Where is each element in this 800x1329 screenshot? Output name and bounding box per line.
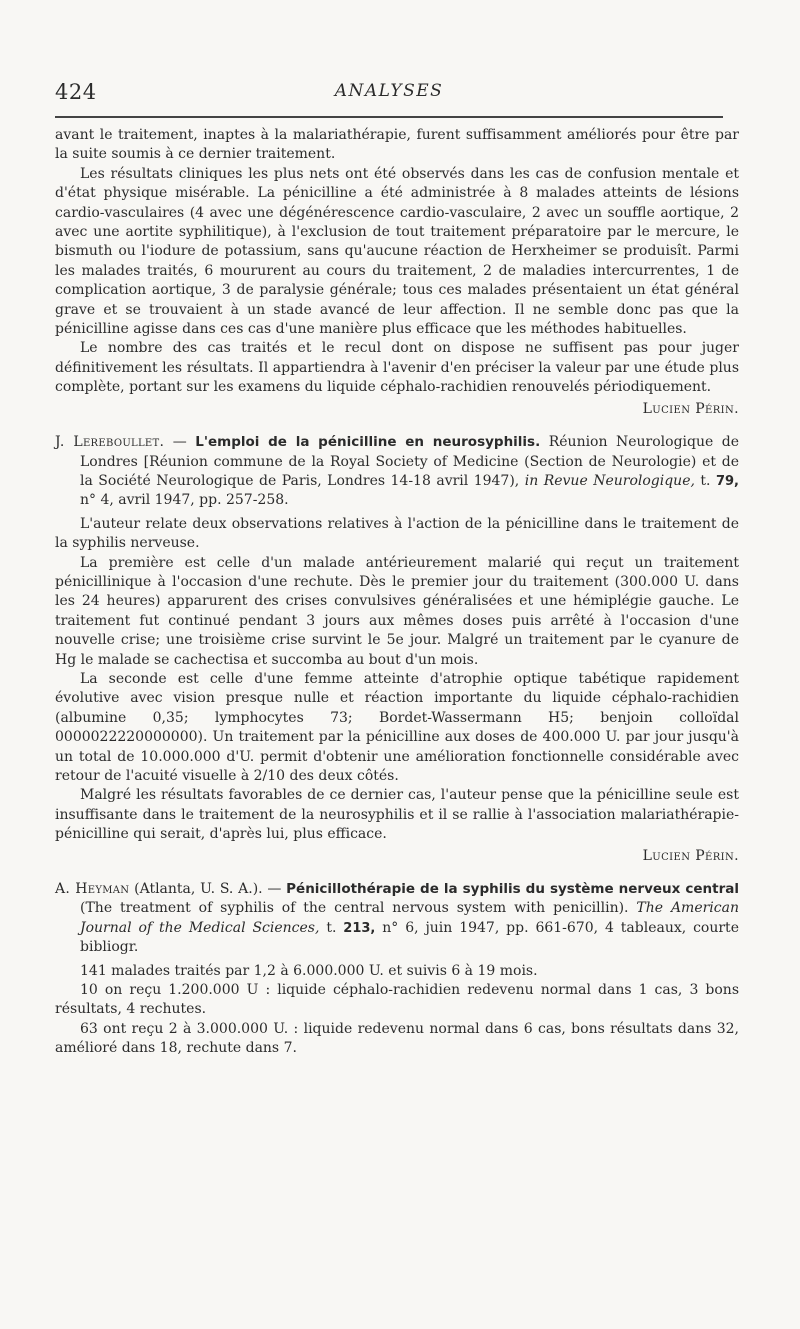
page-body [55,126,739,1059]
page-header [55,80,723,110]
bibliographic-entry [55,880,739,958]
entry-title: L'emploi de la pénicilline en neurosyphilis. [195,434,541,451]
paragraph: Le nombre des cas traités et le recul dont on dispose ne suffisent pas pour juger définitivement les résultats. Il appartiendra à l'avenir d'en préciser la valeur par une étude plus complète, portant sur les examens du liquide céphalo-rachidien renouvelés périodiquement. [55,340,739,396]
entry-author: A. Heyman [55,881,130,898]
running-title: ANALYSES [334,81,444,101]
reviewer-signature: Lucien Périn. [642,847,739,864]
bibliographic-entry [55,433,739,511]
entry-reference: n° 4, avril 1947, pp. 257-258. [80,492,289,509]
entry-reference: Réunion Neurologique de Londres [Réunion commune de la Royal Society of Medicine (Section de Neurologie) et de la Société Neurologique de Paris, Londres 14-18 avril 1947), [80,434,740,489]
entry-volume: 213, [343,920,376,936]
paragraph: 63 ont reçu 2 à 3.000.000 U. : liquide redevenu normal dans 6 cas, bons résultats dans 32, amélioré dans 18, rechute dans 7. [55,1020,739,1057]
entry-reference: t. [694,472,716,489]
paragraph: Les résultats cliniques les plus nets ont été observés dans les cas de confusion mentale et d'état physique misérable. La pénicilline a été administrée à 8 malades atteints de lésions cardio-vasculaires (4 avec une dégénérescence cardio-vasculaire, 2 avec un souffle aortique, 2 avec une aortite syphilitique), à l'exclusion de tout traitement préparatoire par le mercure, le bismuth ou l'iodure de potassium, sans qu'aucune réaction de Herxheimer se produisît. Parmi les malades traités, 6 moururent au cours du traitement, 2 de maladies intercurrentes, 1 de complication aortique, 3 de paralysie générale; tous ces malades présentaient un état général grave et se trouvaient à un stade avancé de leur affection. Il ne semble donc pas que la pénicilline agisse dans ces cas d'une manière plus efficace que les méthodes habituelles. [55,165,739,338]
entry-reference: (Atlanta, U. S. A.). — [129,881,287,898]
paragraph: avant le traitement, inaptes à la malariathérapie, furent suffisamment améliorés pour être par la suite soumis à ce dernier traitement. [55,127,739,163]
header-rule [55,116,723,118]
paragraph: L'auteur relate deux observations relatives à l'action de la pénicilline dans le traitement de la syphilis nerveuse. [55,515,739,552]
entry-journal: The American Journal of the Medical Sciences, [80,900,739,936]
entry-dash: — [164,434,196,451]
paragraph: 10 on reçu 1.200.000 U : liquide céphalo-rachidien redevenu normal dans 1 cas, 3 bons résultats, 4 rechutes. [55,982,739,1018]
entry-journal: in Revue Neurologique, [524,472,695,489]
paragraph: Malgré les résultats favorables de ce dernier cas, l'auteur pense que la pénicilline seule est insuffisante dans le traitement de la neurosyphilis et il se rallie à l'association malariathérapie-pénicilline qui serait, d'après lui, plus efficace. [55,787,739,843]
entry-author: J. Lereboullet. [55,434,165,451]
page-number: 424 [55,80,97,104]
paragraph: La première est celle d'un malade antérieurement malarié qui reçut un traitement pénicillinique à l'occasion d'une rechute. Dès le premier jour du traitement (300.000 U. dans les 24 heures) apparurent des crises convulsives généralisées et une hémiplégie gauche. Le traitement fut continué pendant 3 jours aux mêmes doses puis arrêté à l'occasion d'une nouvelle crise; une troisième crise survint le 5e jour. Malgré un traitement par le cyanure de Hg le malade se cachectisa et succomba au bout d'un mois. [55,554,739,668]
entry-reference: (The treatment of syphilis of the central nervous system with penicillin). [80,900,637,917]
entry-reference: n° 6, juin 1947, pp. 661-670, 4 tableaux, courte bibliogr. [80,919,739,956]
entry-reference: t. [319,919,344,936]
entry-volume: 79, [715,473,739,489]
paragraph: La seconde est celle d'une femme atteinte d'atrophie optique tabétique rapidement évolutive avec vision presque nulle et réaction importante du liquide céphalo-rachidien (albumine 0,35; lymphocytes 73; Bordet-Wassermann H5; benjoin colloïdal 0000022220000000). Un traitement par la pénicilline aux doses de 400.000 U. par jour jusqu'à un total de 10.000.000 d'U. permit d'obtenir une amélioration fonctionnelle considérable avec retour de l'acuité visuelle à 2/10 des deux côtés. [55,670,739,784]
reviewer-signature: Lucien Périn. [642,400,739,417]
entry-title: Pénicillothérapie de la syphilis du système nerveux central [286,881,739,898]
paragraph: 141 malades traités par 1,2 à 6.000.000 U. et suivis 6 à 19 mois. [80,962,538,979]
